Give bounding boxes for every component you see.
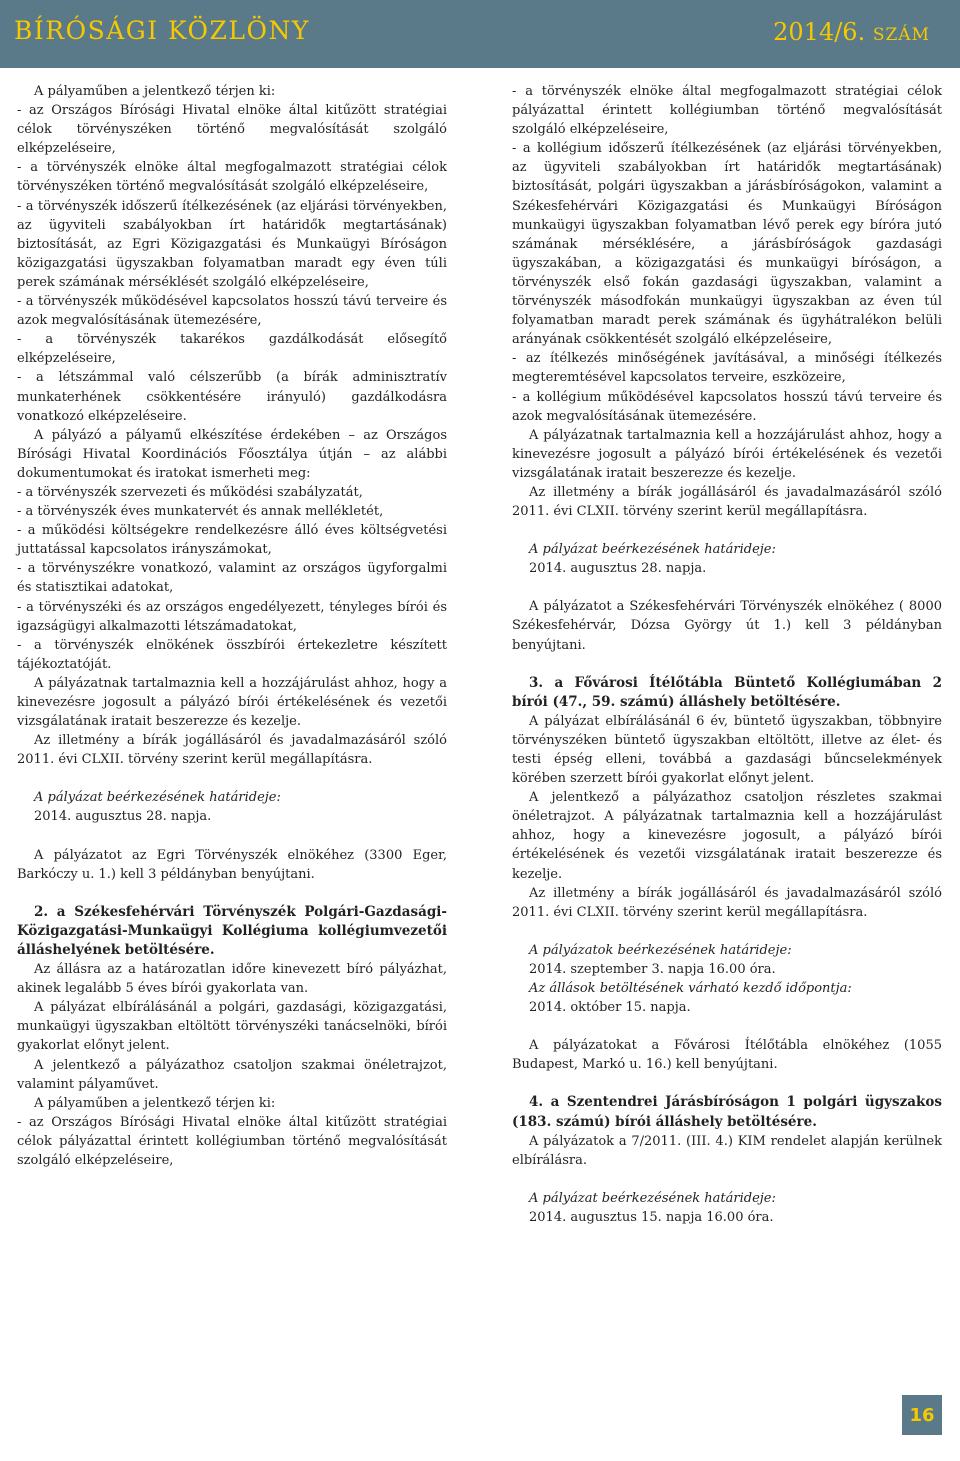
paragraph: A pályázatokat a Fővárosi Ítélőtábla elnökéhez (1055 Budapest, Markó u. 16.) kell benyújtani.: [512, 1038, 942, 1073]
left-column: [17, 82, 447, 1170]
paragraph: 2014. augusztus 28. napja.: [34, 809, 212, 825]
journal-title: BÍRÓSÁGI KÖZLÖNY: [14, 16, 310, 45]
spacer: [512, 655, 942, 674]
page-number: 16: [902, 1395, 942, 1435]
spacer: [17, 827, 447, 846]
paragraph: - a törvényszék elnökének összbírói értekezletre készített tájékoztatóját.: [17, 637, 447, 672]
journal-header: [0, 0, 960, 68]
section-heading: 2. a Székesfehérvári Törvényszék Polgári-Gazdasági-Közigazgatási-Munkaügyi Kollégiuma kollégiumvezetői álláshelyének betöltésére.: [17, 903, 447, 958]
paragraph: - a törvényszék elnöke által megfogalmazott stratégiai célok törvényszéken történő megvalósítását szolgáló elképzeléseire,: [17, 160, 447, 195]
paragraph: A pályázat beérkezésének határideje:: [34, 790, 281, 806]
paragraph: 2014. augusztus 28. napja.: [529, 561, 707, 577]
paragraph: - a törvényszéki és az országos engedélyezett, tényleges bírói és igazságügyi alkalmazotti létszámadatokat,: [17, 599, 447, 634]
right-column: [512, 82, 942, 1227]
paragraph: A pályázat elbírálásánál 6 év, büntető ügyszakban, többnyire törvényszéken büntető ügyszakban eltöltött, illetve az élet- és testi épség elleni, továbbá a gazdasági bűncselekmények körében szerzett bírói gyakorlat előnyt jelent.: [512, 713, 942, 787]
paragraph: A pályaműben a jelentkező térjen ki:: [34, 1095, 276, 1111]
paragraph: A pályázatnak tartalmaznia kell a hozzájárulást ahhoz, hogy a kinevezésre jogosult a pályázó bírói értékelésének és vezetői vizsgálatának iratait beszerezze és kezelje.: [512, 427, 942, 481]
paragraph: 2014. augusztus 15. napja 16.00 óra.: [529, 1209, 774, 1225]
paragraph: A pályázat beérkezésének határideje:: [529, 1190, 776, 1206]
paragraph: - a létszámmal való célszerűbb (a bírák adminisztratív munkaterhének csökkentésére irányuló) gazdálkodásra vonatkozó elképzeléseire.: [17, 370, 447, 424]
issue-word: SZÁM: [872, 25, 930, 45]
paragraph: A pályázatok beérkezésének határideje:: [529, 942, 792, 958]
paragraph: Az illetmény a bírák jogállásáról és javadalmazásáról szóló 2011. évi CLXII. törvény szerint kerül megállapításra.: [512, 484, 942, 520]
paragraph: - az Országos Bírósági Hivatal elnöke által kitűzött stratégiai célok törvényszéken történő megvalósítását szolgáló elképzeléseire,: [17, 103, 447, 157]
spacer: [17, 884, 447, 903]
paragraph: - a törvényszék időszerű ítélkezésének (az eljárási törvényekben, az ügyviteli szabályokban írt határidők megtartásának) biztosítását, az Egri Közigazgatási és Munkaügyi Bíróságon közigazgatási ügyszakban folyamatban maradt egy éven túli perek számának mérséklését szolgáló elképzeléseire,: [17, 198, 447, 290]
paragraph: A pályázatot a Székesfehérvári Törvényszék elnökéhez ( 8000 Székesfehérvár, Dózsa György út 1.) kell 3 példányban benyújtani.: [512, 599, 942, 653]
issue-number: 2014/6.: [773, 18, 866, 46]
paragraph: - a törvényszék takarékos gazdálkodását elősegítő elképzeléseire,: [17, 332, 447, 367]
paragraph: A pályázatnak tartalmaznia kell a hozzájárulást ahhoz, hogy a kinevezésre jogosult a pályázó bírói értékelésének és vezetői vizsgálatának iratait beszerezze és kezelje.: [17, 675, 447, 730]
spacer: [512, 922, 942, 941]
section-heading: 3. a Fővárosi Ítélőtábla Büntető Kollégiumában 2 bírói (47., 59. számú) álláshely betöltésére.: [512, 674, 942, 710]
paragraph: A jelentkező a pályázathoz csatoljon szakmai önéletrajzot, valamint pályaművet.: [17, 1057, 447, 1092]
paragraph: A pályázó a pályamű elkészítése érdekében – az Országos Bírósági Hivatal Koordinációs Főosztálya útján – az alábbi dokumentumokat és iratokat ismerheti meg:: [17, 427, 447, 481]
paragraph: Az állásra az a határozatlan időre kinevezett bíró pályázhat, akinek legalább 5 éves bírói gyakorlata van.: [17, 962, 447, 997]
paragraph: 2014. október 15. napja.: [529, 1000, 691, 1016]
paragraph: - a kollégium időszerű ítélkezésének (az eljárási törvényekben, az ügyviteli szabályokban írt határidők megtartásának) biztosítását, polgári ügyszakban a járásbíróságokon, valamint a Székesfehérvári Közigazgatási és Munkaügyi Bíróságon munkaügyi ügyszakban folyamatban lévő perek egy bíróra jutó számának mérséklésére, a járásbíróságok gazdasági ügyszakában, a közigazgatási és munkaügyi bíróságon, a törvényszék első fokán gazdasági ügyszakban, valamint a törvényszék másodfokán munkaügyi ügyszakban az éven túl folyamatban maradt perek számának és ügyhátralékon belüli arányának csökkentését szolgáló elképzeléseire,: [512, 141, 942, 348]
spacer: [512, 578, 942, 597]
paragraph: - a törvényszék éves munkatervét és annak mellékletét,: [17, 504, 384, 520]
spacer: [17, 769, 447, 788]
paragraph: A pályázatok a 7/2011. (III. 4.) KIM rendelet alapján kerülnek elbírálásra.: [512, 1133, 942, 1168]
paragraph: - a törvényszék működésével kapcsolatos hosszú távú terveire és azok megvalósításának ütemezésére,: [17, 294, 447, 329]
paragraph: - a törvényszékre vonatkozó, valamint az országos ügyforgalmi és statisztikai adatokat,: [17, 561, 447, 596]
paragraph: Az illetmény a bírák jogállásáról és javadalmazásáról szóló 2011. évi CLXII. törvény szerint kerül megállapításra.: [512, 885, 942, 920]
paragraph: A pályaműben a jelentkező térjen ki:: [34, 84, 276, 99]
section-heading: 4. a Szentendrei Járásbíróságon 1 polgári ügyszakos (183. számú) bírói álláshely betöltésére.: [512, 1094, 942, 1130]
paragraph: - az ítélkezés minőségének javításával, a minőségi ítélkezés megteremtésével kapcsolatos terveire, eszközeire,: [512, 351, 942, 386]
issue-label: [773, 18, 930, 46]
spacer: [512, 1170, 942, 1189]
paragraph: - a törvényszék elnöke által megfogalmazott stratégiai célok pályázattal érintett kollégiumban történő megvalósítását szolgáló elképzeléseire,: [512, 84, 942, 138]
paragraph: - a működési költségekre rendelkezésre álló éves költségvetési juttatással kapcsolatos irányszámokat,: [17, 523, 447, 558]
paragraph: A pályázat beérkezésének határideje:: [529, 542, 776, 558]
paragraph: - az Országos Bírósági Hivatal elnöke által kitűzött stratégiai célok pályázattal érintett kollégiumban történő megvalósítását szolgáló elképzeléseire,: [17, 1114, 447, 1168]
paragraph: A pályázatot az Egri Törvényszék elnökéhez (3300 Eger, Barkóczy u. 1.) kell 3 példányban benyújtani.: [17, 847, 447, 882]
paragraph: - a törvényszék szervezeti és működési szabályzatát,: [17, 484, 363, 500]
paragraph: 2014. szeptember 3. napja 16.00 óra.: [529, 961, 776, 977]
spacer: [512, 1074, 942, 1093]
paragraph: A pályázat elbírálásánál a polgári, gazdasági, közigazgatási, munkaügyi ügyszakban eltöltött törvényszéki tanácselnöki, bírói gyakorlat előnyt jelent.: [17, 1000, 447, 1054]
paragraph: Az állások betöltésének várható kezdő időpontja:: [529, 981, 852, 997]
paragraph: - a kollégium működésével kapcsolatos hosszú távú terveire és azok megvalósításának ütemezésére.: [512, 389, 942, 424]
paragraph: Az illetmény a bírák jogállásáról és javadalmazásáról szóló 2011. évi CLXII. törvény szerint kerül megállapításra.: [17, 733, 447, 768]
spacer: [512, 521, 942, 540]
spacer: [512, 1017, 942, 1036]
paragraph: A jelentkező a pályázathoz csatoljon részletes szakmai önéletrajzot. A pályázatnak tartalmaznia kell a hozzájárulást ahhoz, hogy a kinevezésre jogosult, a pályázó bírói értékelésének és vezetői vizsgálatának iratait beszerezze és kezelje.: [512, 790, 942, 882]
